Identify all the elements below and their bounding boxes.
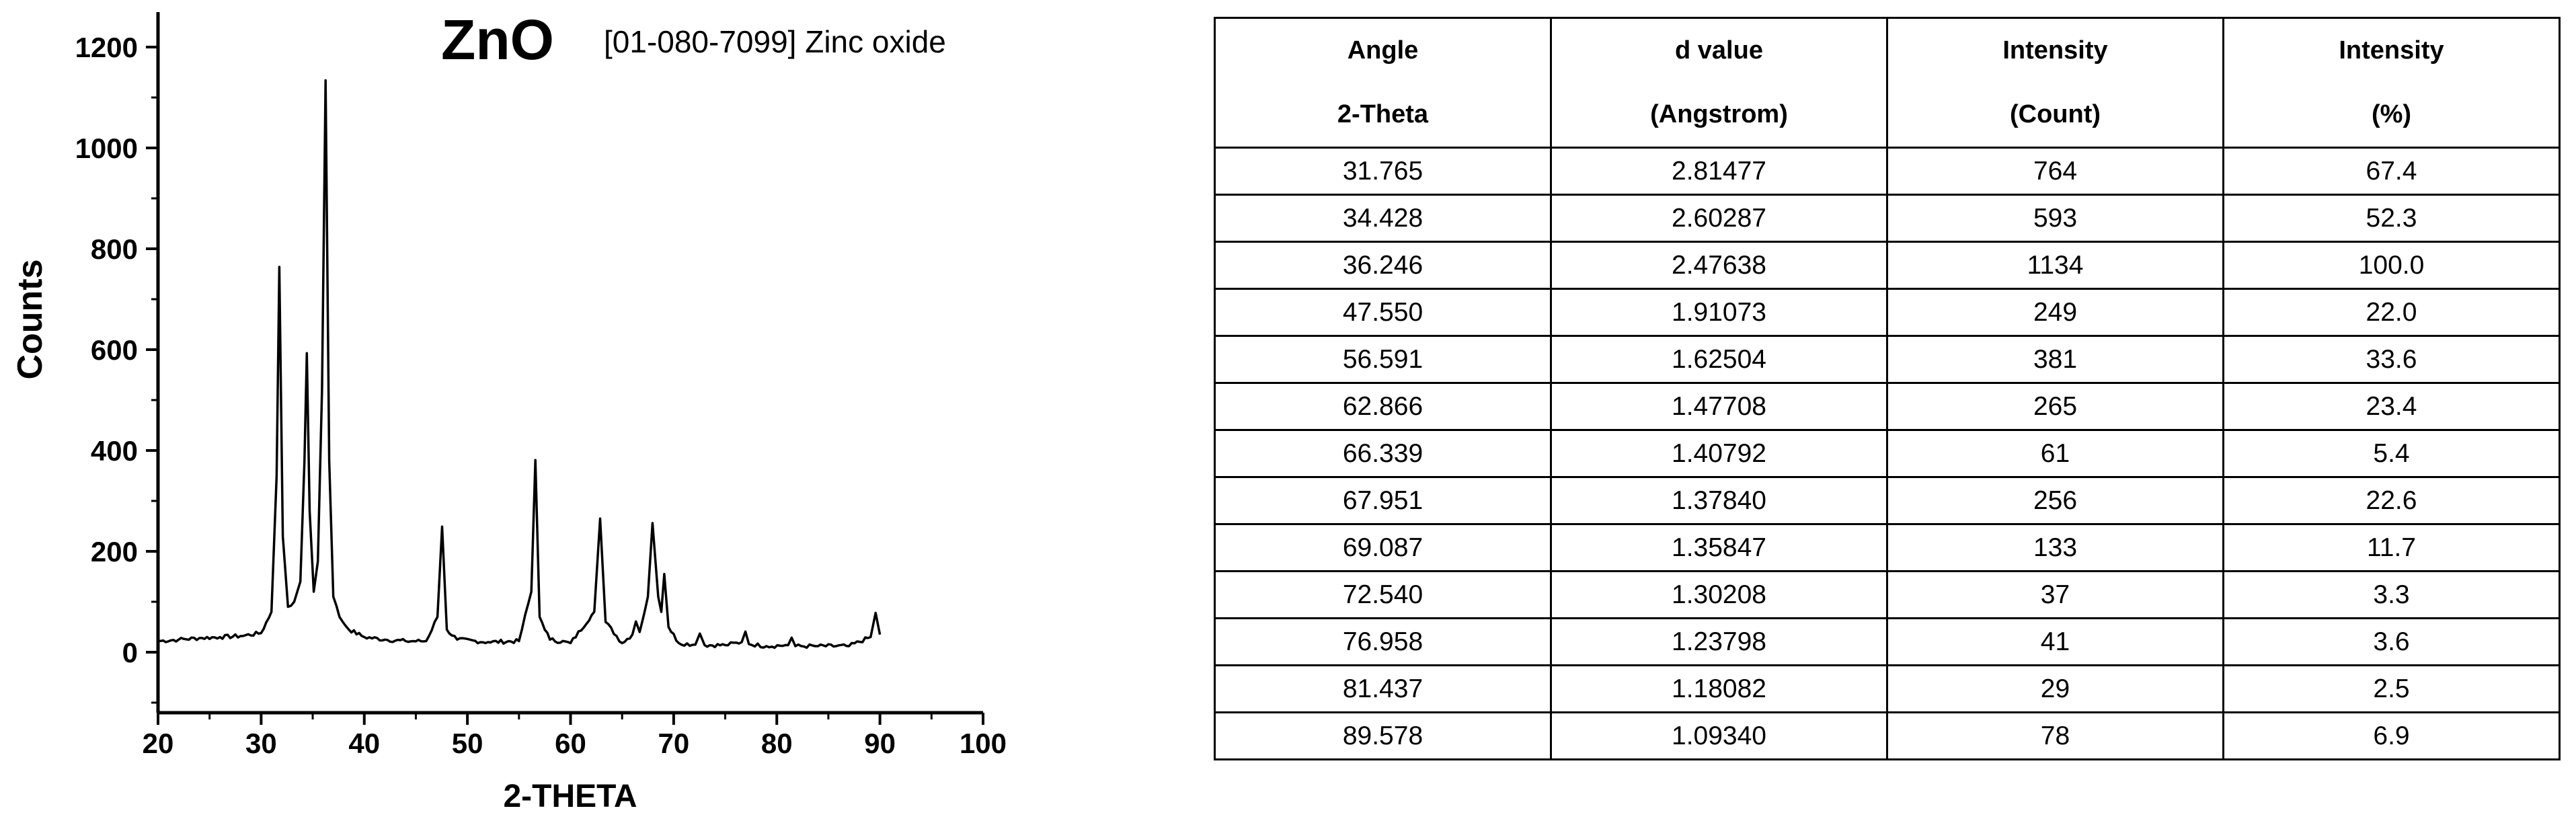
table-row [1215,148,2560,195]
table-cell: 81.437 [1215,666,1551,713]
column-header-intensity-count [1887,18,2224,148]
table-row [1215,477,2560,524]
x-tick-label: 90 [864,728,896,759]
table-row [1215,572,2560,619]
peak-table [1214,17,2561,760]
table-cell: 33.6 [2224,336,2560,383]
table-cell: 69.087 [1215,524,1551,572]
y-tick-label: 1200 [75,32,138,63]
y-tick-label: 400 [90,435,138,467]
table-cell: 2.47638 [1551,242,1887,289]
table-cell: 56.591 [1215,336,1551,383]
table-row [1215,289,2560,336]
table-cell: 22.0 [2224,289,2560,336]
header-line: Intensity [2339,36,2444,65]
table-cell: 22.6 [2224,477,2560,524]
x-tick-label: 50 [451,728,483,759]
header-line: 2-Theta [1337,100,1429,128]
table-cell: 133 [1887,524,2224,572]
table-cell: 78 [1887,713,2224,760]
table-cell: 29 [1887,666,2224,713]
table-cell: 100.0 [2224,242,2560,289]
table-cell: 764 [1887,148,2224,195]
header-line: (%) [2371,100,2412,128]
table-cell: 1.62504 [1551,336,1887,383]
column-header-d-value [1551,18,1887,148]
table-cell: 256 [1887,477,2224,524]
table-cell: 2.60287 [1551,195,1887,242]
x-tick-label: 40 [348,728,381,759]
table-header-row [1215,18,2560,148]
header-line: Angle [1347,36,1419,65]
y-tick-label: 1000 [75,132,138,164]
table-cell: 76.958 [1215,619,1551,666]
table-cell: 3.6 [2224,619,2560,666]
x-tick-label: 80 [760,728,793,759]
chart-ticks [75,0,1007,759]
table-cell: 1134 [1887,242,2224,289]
x-tick-label: 30 [245,728,277,759]
table-cell: 1.35847 [1551,524,1887,572]
y-tick-label: 0 [122,637,138,668]
table-cell: 62.866 [1215,383,1551,430]
x-tick-label: 100 [959,728,1007,759]
table-cell: 1.23798 [1551,619,1887,666]
table-cell: 2.5 [2224,666,2560,713]
header-line: Intensity [2002,36,2108,65]
table-body [1215,148,2560,760]
table-cell: 593 [1887,195,2224,242]
header-line: (Angstrom) [1650,100,1788,128]
table-cell: 61 [1887,430,2224,477]
table-cell: 1.18082 [1551,666,1887,713]
table-cell: 381 [1887,336,2224,383]
x-tick-label: 20 [142,728,174,759]
column-header-intensity-percent [2224,18,2560,148]
table-cell: 1.91073 [1551,289,1887,336]
table-row [1215,195,2560,242]
table-row [1215,524,2560,572]
table-cell: 72.540 [1215,572,1551,619]
chart-axes [158,12,983,713]
table-row [1215,619,2560,666]
table-cell: 249 [1887,289,2224,336]
table-row [1215,383,2560,430]
table-cell: 3.3 [2224,572,2560,619]
table-cell: 11.7 [2224,524,2560,572]
table-cell: 23.4 [2224,383,2560,430]
table-cell: 52.3 [2224,195,2560,242]
table-cell: 36.246 [1215,242,1551,289]
y-axis-label: Counts [11,259,50,380]
table-cell: 5.4 [2224,430,2560,477]
chart-title: ZnO [441,8,554,71]
header-line: d value [1675,36,1763,65]
chart-subtitle: [01-080-7099] Zinc oxide [604,24,946,59]
table-cell: 47.550 [1215,289,1551,336]
table-cell: 67.4 [2224,148,2560,195]
table-cell: 41 [1887,619,2224,666]
table-row [1215,666,2560,713]
xrd-pattern-line [158,81,880,648]
x-tick-label: 60 [555,728,586,759]
table-cell: 34.428 [1215,195,1551,242]
y-tick-label: 200 [90,536,138,567]
y-tick-label: 600 [90,334,138,366]
x-axis-label: 2-THETA [503,779,637,814]
table-cell: 31.765 [1215,148,1551,195]
table-cell: 67.951 [1215,477,1551,524]
x-tick-label: 70 [658,728,690,759]
y-tick-label: 800 [90,233,138,265]
table-cell: 1.37840 [1551,477,1887,524]
table-cell: 265 [1887,383,2224,430]
table-row [1215,713,2560,760]
table-cell: 2.81477 [1551,148,1887,195]
table-cell: 1.30208 [1551,572,1887,619]
column-header-angle [1215,18,1551,148]
table-cell: 37 [1887,572,2224,619]
table-cell: 1.47708 [1551,383,1887,430]
header-line: (Count) [2009,100,2101,128]
table-cell: 66.339 [1215,430,1551,477]
table-row [1215,430,2560,477]
table-cell: 1.40792 [1551,430,1887,477]
table-row [1215,242,2560,289]
table-cell: 1.09340 [1551,713,1887,760]
table-row [1215,336,2560,383]
table-cell: 89.578 [1215,713,1551,760]
table-cell: 6.9 [2224,713,2560,760]
xrd-chart [0,0,1049,825]
